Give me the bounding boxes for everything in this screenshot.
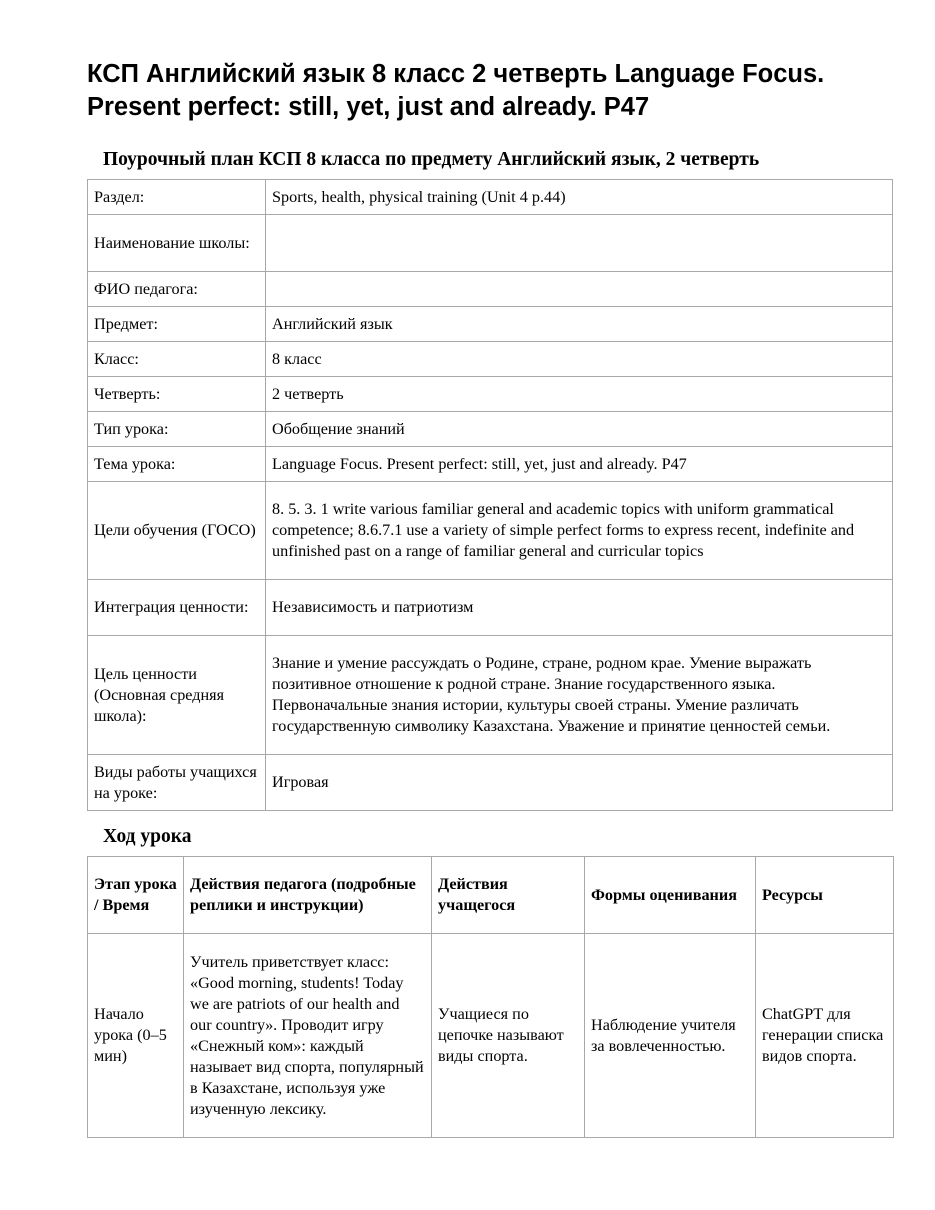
table-row [88, 482, 893, 580]
table-row [88, 580, 893, 636]
table-row [88, 934, 894, 1138]
cell-resources: ChatGPT для генерации списка видов спорта. [756, 934, 894, 1138]
header-resources: Ресурсы [756, 857, 894, 934]
header-stage: Этап урока / Время [88, 857, 184, 934]
lesson-progress-heading: Ход урока [103, 826, 192, 847]
row-label-grade: Класс: [88, 342, 266, 377]
table-header-row [88, 857, 894, 934]
cell-assessment: Наблюдение учителя за вовлеченностью. [585, 934, 756, 1138]
lesson-info-table [87, 179, 893, 811]
row-label-lesson-type: Тип урока: [88, 412, 266, 447]
row-label-subject: Предмет: [88, 307, 266, 342]
table-row [88, 272, 893, 307]
header-student-actions: Действия учащегося [432, 857, 585, 934]
table-row [88, 755, 893, 811]
table-row [88, 342, 893, 377]
header-assessment: Формы оценивания [585, 857, 756, 934]
table-row [88, 215, 893, 272]
row-label-quarter: Четверть: [88, 377, 266, 412]
row-value-objectives: 8. 5. 3. 1 write various familiar general and academic topics with uniform grammatical competence; 8.6.7.1 use a variety of simple perfect forms to express recent, indefinite and unfinished past on a range of familiar general and curricular topics [266, 482, 893, 580]
row-value-topic: Language Focus. Present perfect: still, yet, just and already. P47 [266, 447, 893, 482]
cell-student-actions: Учащиеся по цепочке называют виды спорта. [432, 934, 585, 1138]
row-value-quarter: 2 четверть [266, 377, 893, 412]
header-teacher-actions: Действия педагога (подробные реплики и инструкции) [184, 857, 432, 934]
document-title: КСП Английский язык 8 класс 2 четверть Language Focus. Present perfect: still, yet, just and already. P47 [87, 60, 825, 121]
table-row [88, 447, 893, 482]
row-value-teacher [266, 272, 893, 307]
plan-heading: Поурочный план КСП 8 класса по предмету Английский язык, 2 четверть [103, 149, 760, 170]
row-label-value-goal: Цель ценности (Основная средняя школа): [88, 636, 266, 755]
cell-stage: Начало урока (0–5 мин) [88, 934, 184, 1138]
lesson-progress-table [87, 856, 894, 1138]
row-value-section: Sports, health, physical training (Unit 4 p.44) [266, 180, 893, 215]
table-row [88, 377, 893, 412]
row-value-value-goal: Знание и умение рассуждать о Родине, стране, родном крае. Умение выражать позитивное отношение к родной стране. Знание государственного языка. Первоначальные знания истории, культуры своей страны. Умение различать государственную символику Казахстана. Уважение и принятие ценностей семьи. [266, 636, 893, 755]
row-label-school: Наименование школы: [88, 215, 266, 272]
row-label-section: Раздел: [88, 180, 266, 215]
row-value-grade: 8 класс [266, 342, 893, 377]
row-value-subject: Английский язык [266, 307, 893, 342]
row-label-topic: Тема урока: [88, 447, 266, 482]
row-value-school [266, 215, 893, 272]
row-label-value-integration: Интеграция ценности: [88, 580, 266, 636]
row-label-objectives: Цели обучения (ГОСО) [88, 482, 266, 580]
row-value-lesson-type: Обобщение знаний [266, 412, 893, 447]
row-label-teacher: ФИО педагога: [88, 272, 266, 307]
table-row [88, 307, 893, 342]
row-label-work-types: Виды работы учащихся на уроке: [88, 755, 266, 811]
table-row [88, 636, 893, 755]
row-value-value-integration: Независимость и патриотизм [266, 580, 893, 636]
cell-teacher-actions: Учитель приветствует класс: «Good morning, students! Today we are patriots of our health and our country». Проводит игру «Снежный ком»: каждый называет вид спорта, популярный в Казахстане, используя уже изученную лексику. [184, 934, 432, 1138]
row-value-work-types: Игровая [266, 755, 893, 811]
table-row [88, 412, 893, 447]
table-row [88, 180, 893, 215]
